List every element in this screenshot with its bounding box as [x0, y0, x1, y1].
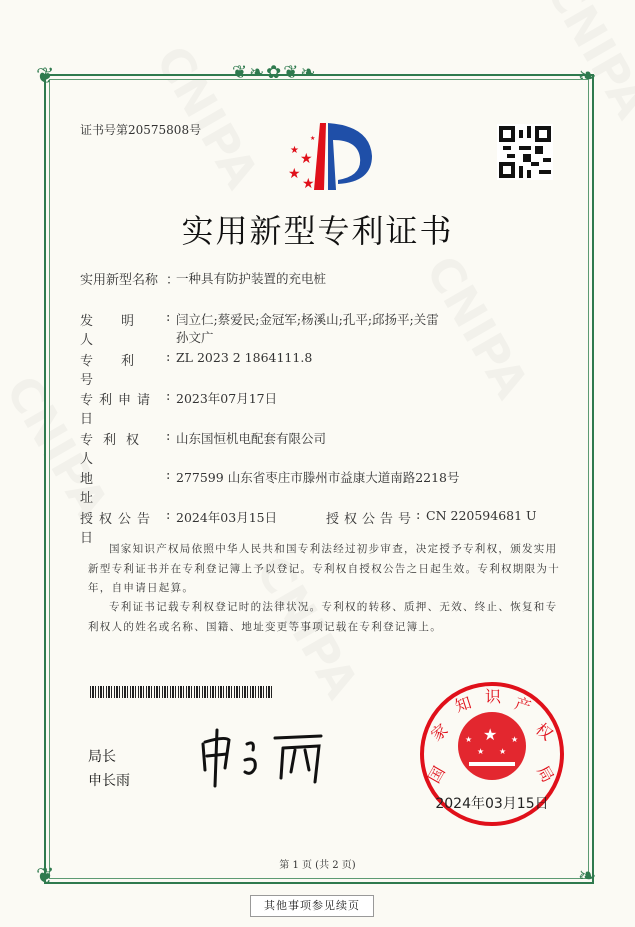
page-title: 实用新型专利证书: [181, 212, 454, 250]
qr-code: [497, 124, 553, 180]
svg-text:★: ★: [483, 725, 498, 744]
svg-text:★: ★: [300, 151, 313, 167]
svg-text:★: ★: [477, 747, 485, 756]
field-label: 地址: [80, 472, 154, 506]
field-patentee: 专利权人 : 山东国恒机电配套有限公司: [80, 429, 327, 467]
field-label: 专利号: [80, 354, 163, 388]
barcode: [90, 686, 272, 698]
utility-model-name: 一种具有防护装置的充电桩: [176, 271, 327, 286]
grant-number: CN 220594681 U: [426, 508, 537, 523]
field-label: 实用新型名称: [80, 273, 159, 288]
corner-ornament-icon: ❦: [36, 864, 55, 889]
filing-date: 2023年07月17日: [176, 391, 278, 406]
director-name: 申长雨: [88, 773, 130, 789]
cnipa-logo-icon: [278, 118, 378, 198]
corner-ornament-icon: ❦: [36, 64, 55, 89]
corner-ornament-icon: ❧: [578, 864, 597, 889]
svg-text:权: 权: [531, 719, 557, 745]
svg-text:★: ★: [310, 135, 316, 142]
seal-date: 2024年03月15日: [435, 796, 549, 812]
field-patent-no: 专利号 : ZL 2023 2 1864111.8: [80, 350, 313, 388]
field-address: 地址 : 277599 山东省枣庄市滕州市益康大道南路2218号: [80, 468, 460, 506]
svg-text:国: 国: [424, 763, 449, 787]
svg-text:★: ★: [302, 176, 315, 192]
svg-text:识: 识: [485, 687, 502, 706]
field-name: 实用新型名称 ： 一种具有防护装置的充电桩: [80, 271, 327, 288]
grant-statement: 国家知识产权局依照中华人民共和国专利法经过初步审查，决定授予专利权，颁发实用新型专利证书并在专利登记簿上予以登记。专利权自授权公告之日起生效。专利权期限为十年，自申请日起算。: [88, 543, 560, 594]
director-signature: [195, 726, 335, 790]
legal-status-statement: 专利证书记载专利权登记时的法律状况。专利权的转移、质押、无效、终止、恢复和专利权人的姓名或名称、国籍、地址变更等事项记载在专利登记簿上。: [88, 601, 558, 633]
corner-ornament-icon: ❧: [578, 64, 597, 89]
svg-text:★: ★: [499, 747, 507, 756]
page-indicator: 第 1 页 (共 2 页): [279, 860, 356, 871]
top-ornament-icon: ❦❧✿❦❧: [232, 62, 318, 83]
svg-text:★: ★: [288, 166, 301, 182]
director-title: 局长: [88, 749, 116, 765]
inventors-line: 闫立仁;蔡爱民;金冠军;杨溪山;孔平;邱扬平;关雷: [176, 312, 439, 327]
field-label: 发明人: [80, 314, 163, 348]
continued-note: 其他事项参见续页: [250, 895, 374, 917]
address: 277599 山东省枣庄市滕州市益康大道南路2218号: [176, 470, 460, 485]
svg-text:局: 局: [533, 762, 558, 786]
field-label: 授权公告日: [80, 512, 157, 546]
svg-text:家: 家: [427, 719, 452, 745]
inventors-line: 孙文广: [176, 330, 214, 345]
field-label: 专利权人: [80, 433, 150, 467]
field-inventors: 发明人 : 闫立仁;蔡爱民;金冠军;杨溪山;孔平;邱扬平;关雷 孙文广: [80, 310, 439, 348]
inventors-value: [176, 310, 439, 348]
svg-text:★: ★: [465, 735, 473, 744]
svg-text:知: 知: [452, 692, 474, 716]
patentee: 山东国恒机电配套有限公司: [176, 431, 327, 446]
patent-number: ZL 2023 2 1864111.8: [176, 350, 313, 365]
field-grant-date: 授权公告日 : 2024年03月15日 授权公告号 : CN 220594681 U: [80, 508, 537, 546]
field-label: 授权公告号: [326, 512, 417, 527]
field-filing-date: 专利申请日 : 2023年07月17日: [80, 389, 278, 427]
grant-date: 2024年03月15日: [176, 510, 278, 525]
certificate-number: 证书号第20575808号: [80, 123, 202, 137]
field-label: 专利申请日: [80, 393, 157, 427]
svg-text:产: 产: [512, 693, 534, 717]
svg-text:★: ★: [511, 735, 519, 744]
official-seal: [417, 680, 567, 830]
svg-text:★: ★: [290, 145, 299, 156]
